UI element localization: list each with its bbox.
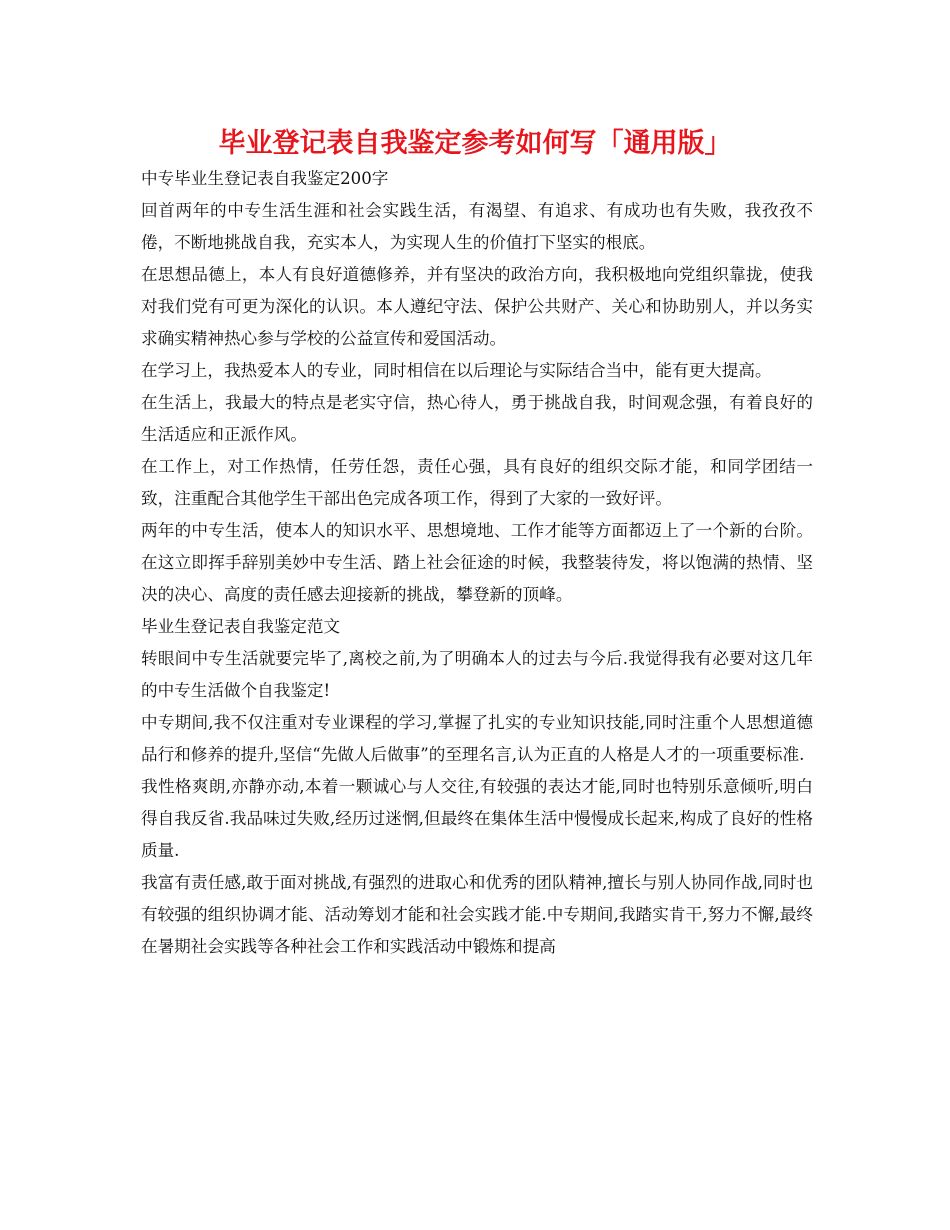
paragraph: 中专期间,我不仅注重对专业课程的学习,掌握了扎实的专业知识技能,同时注重个人思想道德品行和修养的提升,坚信“先做人后做事”的至理名言,认为正直的人格是人才的一项重要标准. xyxy=(141,713,813,764)
document-body xyxy=(141,163,813,963)
section-heading: 中专毕业生登记表自我鉴定200字 xyxy=(141,169,389,188)
paragraph: 我富有责任感,敢于面对挑战,有强烈的进取心和优秀的团队精神,擅长与别人协同作战,同时也有较强的组织协调才能、活动筹划才能和社会实践才能.中专期间,我踏实肯干,努力不懈,最终在暑期社会实践等各种社会工作和实践活动中锻炼和提高 xyxy=(141,873,813,956)
paragraph: 回首两年的中专生活生涯和社会实践生活，有渴望、有追求、有成功也有失败，我孜孜不倦，不断地挑战自我，充实本人，为实现人生的价值打下坚实的根底。 xyxy=(141,201,813,252)
paragraph: 在生活上，我最大的特点是老实守信，热心待人，勇于挑战自我，时间观念强，有着良好的生活适应和正派作风。 xyxy=(141,393,813,444)
document-title: 毕业登记表自我鉴定参考如何写「通用版」 xyxy=(218,128,732,159)
paragraph: 在工作上，对工作热情，任劳任怨，责任心强，具有良好的组织交际才能，和同学团结一致，注重配合其他学生干部出色完成各项工作，得到了大家的一致好评。 xyxy=(141,457,813,508)
paragraph: 在思想品德上，本人有良好道德修养，并有坚决的政治方向，我积极地向党组织靠拢，使我对我们党有可更为深化的认识。本人遵纪守法、保护公共财产、关心和协助别人，并以务实求确实精神热心参与学校的公益宣传和爱国活动。 xyxy=(141,265,813,348)
section-heading: 毕业生登记表自我鉴定范文 xyxy=(141,617,341,636)
paragraph: 我性格爽朗,亦静亦动,本着一颗诚心与人交往,有较强的表达才能,同时也特别乐意倾听,明白得自我反省.我品味过失败,经历过迷惘,但最终在集体生活中慢慢成长起来,构成了良好的性格质量. xyxy=(141,777,813,860)
paragraph: 两年的中专生活，使本人的知识水平、思想境地、工作才能等方面都迈上了一个新的台阶。在这立即挥手辞别美妙中专生活、踏上社会征途的时候，我整装待发，将以饱满的热情、坚决的决心、高度的责任感去迎接新的挑战，攀登新的顶峰。 xyxy=(141,521,813,604)
paragraph: 转眼间中专生活就要完毕了,离校之前,为了明确本人的过去与今后.我觉得我有必要对这几年的中专生活做个自我鉴定! xyxy=(141,649,813,700)
paragraph: 在学习上，我热爱本人的专业，同时相信在以后理论与实际结合当中，能有更大提高。 xyxy=(141,361,772,380)
